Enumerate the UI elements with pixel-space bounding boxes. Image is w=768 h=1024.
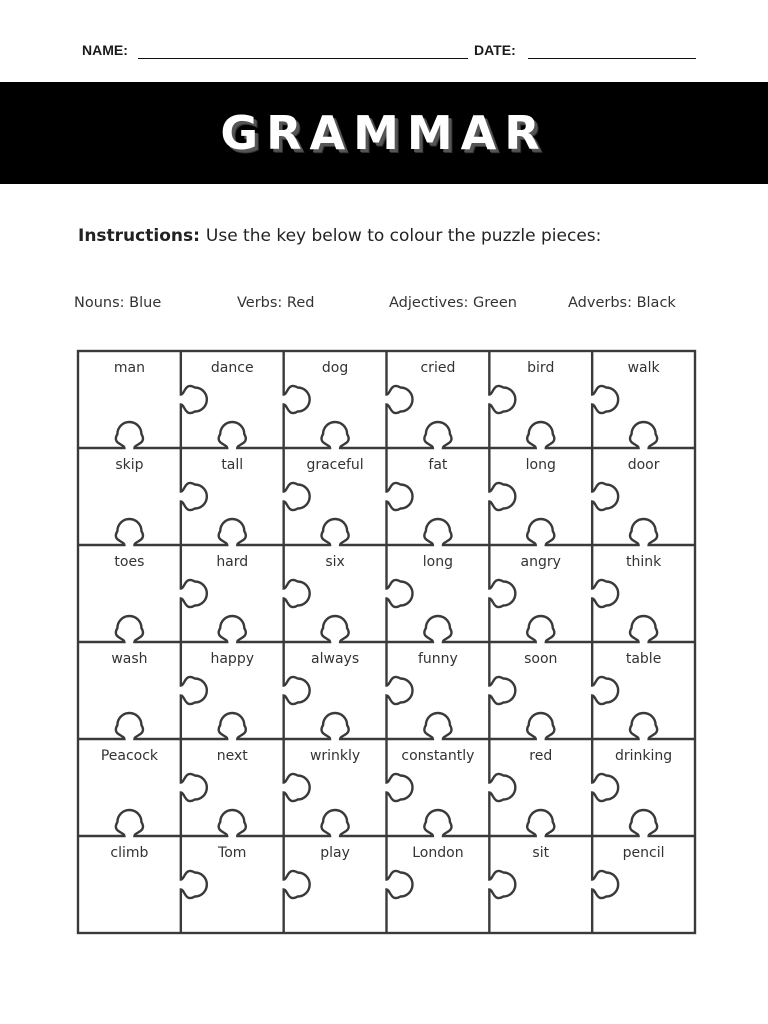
puzzle-piece-word[interactable]: tall [221,457,244,473]
puzzle-horizontal-edge [78,519,181,545]
puzzle-piece-word[interactable]: constantly [401,748,475,764]
puzzle-horizontal-edge [592,616,695,642]
puzzle-vertical-edge [592,836,618,933]
puzzle-horizontal-edge [592,519,695,545]
puzzle-vertical-edge [181,836,207,933]
puzzle-horizontal-edge [181,713,284,739]
date-label: DATE: [474,42,516,58]
puzzle-piece-word[interactable]: think [625,554,662,570]
puzzle-horizontal-edge [387,810,490,836]
puzzle-horizontal-edge [489,616,592,642]
puzzle-vertical-edge [181,351,207,448]
puzzle-piece-word[interactable]: fat [428,457,448,473]
puzzle-piece-word[interactable]: dog [321,360,349,376]
puzzle-vertical-edge [387,351,413,448]
puzzle-horizontal-edge [592,422,695,448]
puzzle-vertical-edge [284,545,310,642]
puzzle-vertical-edge [181,739,207,836]
name-label: NAME: [82,42,128,58]
puzzle-vertical-edge [284,836,310,933]
puzzle-vertical-edge [181,642,207,739]
puzzle-piece-word[interactable]: toes [114,554,145,570]
puzzle-vertical-edge [489,836,515,933]
puzzle-piece-word[interactable]: skip [115,457,144,473]
puzzle-horizontal-edge [489,713,592,739]
puzzle-horizontal-edge [387,422,490,448]
puzzle-horizontal-edge [284,422,387,448]
puzzle-horizontal-edge [181,616,284,642]
puzzle-vertical-edge [489,448,515,545]
puzzle-horizontal-edge [181,519,284,545]
puzzle-piece-word[interactable]: drinking [614,748,673,764]
puzzle-piece-word[interactable]: walk [627,360,660,376]
puzzle-vertical-edge [387,448,413,545]
puzzle-piece-word[interactable]: cried [420,360,456,376]
puzzle-piece-word[interactable]: play [320,845,350,861]
puzzle-horizontal-edge [489,422,592,448]
puzzle-piece-word[interactable]: door [627,457,660,473]
puzzle-horizontal-edge [78,422,181,448]
key-nouns: Nouns: Blue [74,295,162,311]
puzzle-horizontal-edge [489,519,592,545]
puzzle-piece-word[interactable]: graceful [306,457,364,473]
puzzle-horizontal-edge [284,713,387,739]
puzzle-piece-word[interactable]: sit [532,845,550,861]
puzzle-vertical-edge [181,448,207,545]
puzzle-piece-word[interactable]: Peacock [100,748,159,764]
puzzle-horizontal-edge [181,422,284,448]
puzzle-piece-word[interactable]: red [529,748,553,764]
puzzle-piece-word[interactable]: long [525,457,556,473]
puzzle-vertical-edge [592,351,618,448]
instructions-text: Use the key below to colour the puzzle pieces: [205,226,602,246]
puzzle-vertical-edge [181,545,207,642]
puzzle-piece-word[interactable]: Tom [218,845,247,861]
puzzle-horizontal-edge [387,616,490,642]
puzzle-vertical-edge [489,739,515,836]
puzzle-piece-word[interactable]: table [625,651,662,667]
puzzle-horizontal-edge [78,616,181,642]
puzzle-horizontal-edge [284,810,387,836]
page-title: GRAMMAR [220,106,548,160]
puzzle-piece-word[interactable]: long [422,554,454,570]
puzzle-vertical-edge [489,351,515,448]
puzzle-horizontal-edge [284,519,387,545]
puzzle-vertical-edge [387,545,413,642]
puzzle-piece-word[interactable]: next [216,748,248,764]
puzzle-piece-word[interactable]: always [311,651,360,667]
puzzle-vertical-edge [284,351,310,448]
puzzle-piece-word[interactable]: man [113,360,145,376]
key-adjectives: Adjectives: Green [389,295,517,311]
puzzle-horizontal-edge [78,713,181,739]
puzzle-piece-word[interactable]: funny [417,651,458,667]
puzzle-vertical-edge [592,448,618,545]
puzzle-piece-word[interactable]: climb [110,845,149,861]
puzzle-vertical-edge [592,545,618,642]
puzzle-vertical-edge [387,642,413,739]
puzzle-piece-word[interactable]: London [412,845,464,861]
puzzle-vertical-edge [489,642,515,739]
puzzle-horizontal-edge [284,616,387,642]
key-verbs: Verbs: Red [237,295,315,311]
puzzle-vertical-edge [284,739,310,836]
puzzle-piece-word[interactable]: wrinkly [309,748,361,764]
puzzle-horizontal-edge [387,519,490,545]
puzzle-vertical-edge [387,836,413,933]
puzzle-piece-word[interactable]: soon [524,651,558,667]
puzzle-piece-word[interactable]: bird [527,360,555,376]
puzzle-horizontal-edge [592,810,695,836]
puzzle-piece-word[interactable]: wash [111,651,148,667]
puzzle-piece-word[interactable]: hard [216,554,249,570]
puzzle-piece-word[interactable]: pencil [622,845,665,861]
puzzle-horizontal-edge [181,810,284,836]
puzzle-vertical-edge [489,545,515,642]
puzzle-horizontal-edge [592,713,695,739]
instructions-heading: Instructions: [78,226,200,246]
puzzle-horizontal-edge [489,810,592,836]
puzzle-vertical-edge [592,642,618,739]
key-adverbs: Adverbs: Black [568,295,676,311]
puzzle-piece-word[interactable]: six [325,554,345,570]
puzzle-piece-word[interactable]: angry [520,554,561,570]
puzzle-horizontal-edge [78,810,181,836]
puzzle-piece-word[interactable]: dance [210,360,254,376]
puzzle-piece-word[interactable]: happy [210,651,255,667]
puzzle-vertical-edge [284,642,310,739]
puzzle-horizontal-edge [387,713,490,739]
